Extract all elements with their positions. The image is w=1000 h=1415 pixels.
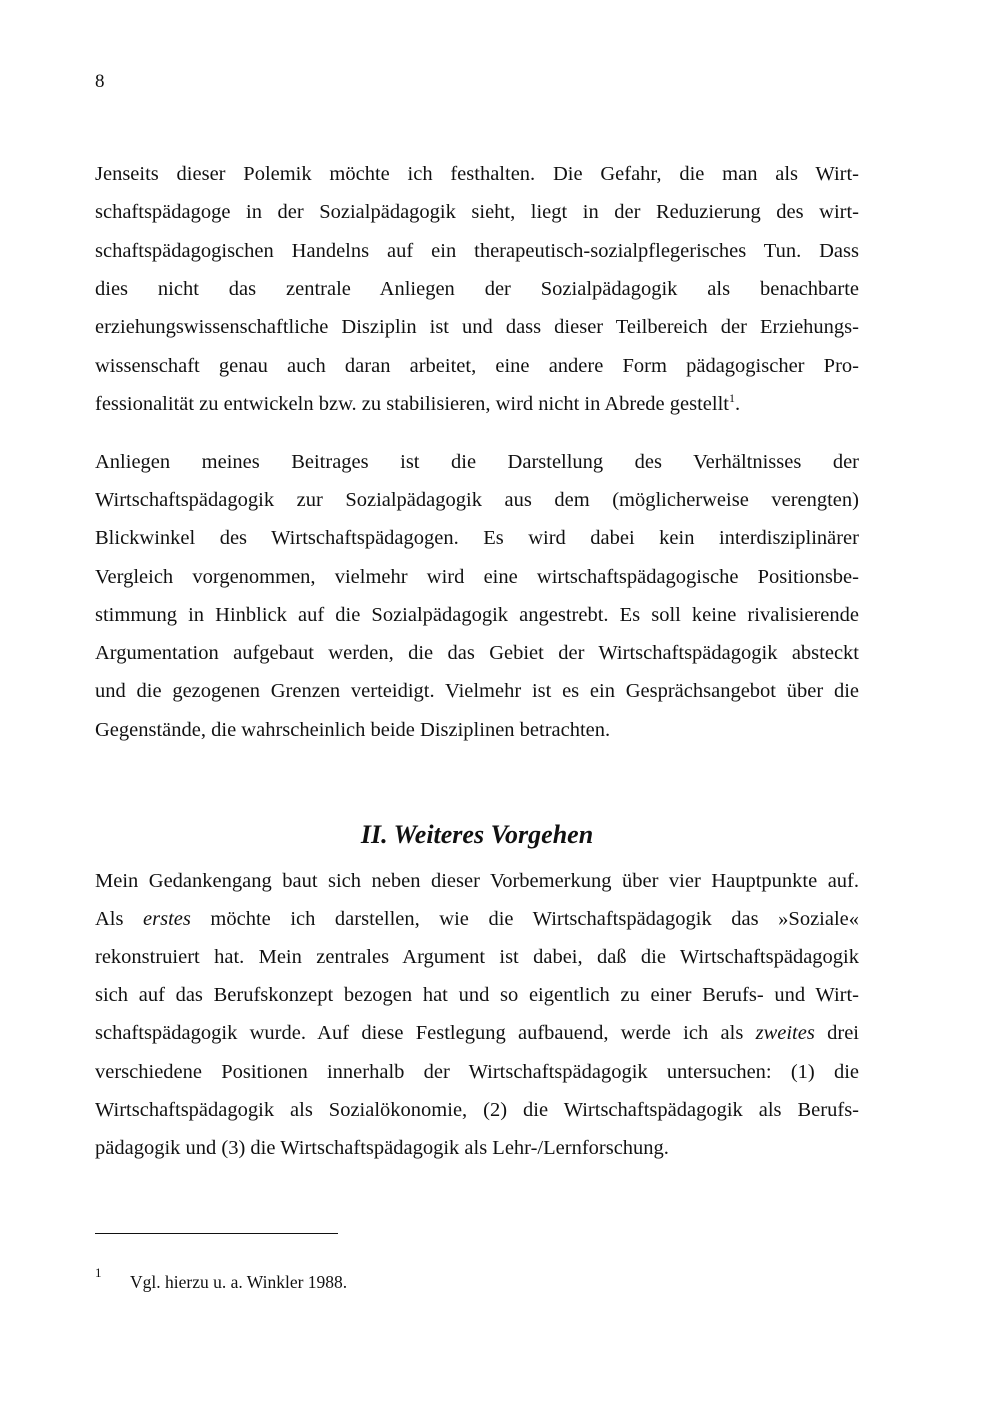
text-line: stimmung in Hinblick auf die Sozialpädagogik angestrebt. Es soll keine rivalisierende — [95, 604, 859, 626]
text-line: Gegenstände, die wahrscheinlich beide Disziplinen betrachten. — [95, 719, 611, 741]
text-line: verschiedene Positionen innerhalb der Wirtschaftspädagogik untersuchen: (1) die — [95, 1061, 859, 1083]
footnote-rule — [95, 1233, 338, 1234]
text-line: und die gezogenen Grenzen verteidigt. Vielmehr ist es ein Gesprächsangebot über die — [95, 680, 859, 702]
text-line: Vergleich vorgenommen, vielmehr wird eine wirtschaftspädagogische Positionsbe- — [95, 566, 859, 588]
text-line: schaftspädagoge in der Sozialpädagogik sieht, liegt in der Reduzierung des wirt- — [95, 201, 859, 223]
text-line: Wirtschaftspädagogik zur Sozialpädagogik aus dem (möglicherweise verengten) — [95, 489, 859, 511]
text-line: Anliegen meines Beitrages ist die Darstellung des Verhältnisses der — [95, 451, 859, 473]
footnote-text: Vgl. hierzu u. a. Winkler 1988. — [130, 1272, 348, 1292]
footnote-reference: 1 — [729, 391, 735, 406]
text-span: fessionalität zu entwickeln bzw. zu stabilisieren, wird nicht in Abrede gestellt — [95, 393, 729, 415]
text-line: sich auf das Berufskonzept bezogen hat und so eigentlich zu einer Berufs- und Wirt- — [95, 984, 859, 1006]
emphasis: erstes — [143, 908, 191, 930]
text-line: dies nicht das zentrale Anliegen der Sozialpädagogik als benachbarte — [95, 278, 859, 300]
text-line — [95, 905, 859, 933]
text-span: möchte ich darstellen, wie die Wirtschaftspädagogik das »Soziale« — [190, 908, 860, 930]
text-line: Wirtschaftspädagogik als Sozialökonomie, (2) die Wirtschaftspädagogik als Berufs- — [95, 1099, 859, 1121]
text-line: erziehungswissenschaftliche Disziplin ist und dass dieser Teilbereich der Erziehungs- — [95, 316, 859, 338]
text-line: Mein Gedankengang baut sich neben dieser Vorbemerkung über vier Hauptpunkte auf. — [95, 870, 859, 892]
text-line: wissenschaft genau auch daran arbeitet, eine andere Form pädagogischer Pro- — [95, 355, 859, 377]
text-line: pädagogik und (3) die Wirtschaftspädagogik als Lehr-/Lernforschung. — [95, 1137, 669, 1159]
text-span: . — [735, 393, 741, 415]
text-span: drei — [814, 1022, 859, 1044]
text-line: schaftspädagogischen Handelns auf ein therapeutisch-sozialpflegerisches Tun. Dass — [95, 240, 859, 262]
text-line: Blickwinkel des Wirtschaftspädagogen. Es wird dabei kein interdisziplinärer — [95, 527, 859, 549]
footnote-mark: 1 — [95, 1265, 102, 1280]
text-line — [95, 1019, 859, 1047]
emphasis: zweites — [755, 1022, 815, 1044]
text-line: Jenseits dieser Polemik möchte ich festhalten. Die Gefahr, die man als Wirt- — [95, 163, 859, 185]
section-heading: II. Weiteres Vorgehen — [360, 820, 594, 849]
text-line — [95, 390, 859, 418]
text-line: Argumentation aufgebaut werden, die das Gebiet der Wirtschaftspädagogik absteckt — [95, 642, 859, 664]
text-span: schaftspädagogik wurde. Auf diese Festlegung aufbauend, werde ich als — [95, 1022, 756, 1044]
text-line: rekonstruiert hat. Mein zentrales Argument ist dabei, daß die Wirtschaftspädagogik — [95, 946, 859, 968]
page-number: 8 — [95, 71, 105, 92]
text-span: Als — [95, 908, 144, 930]
